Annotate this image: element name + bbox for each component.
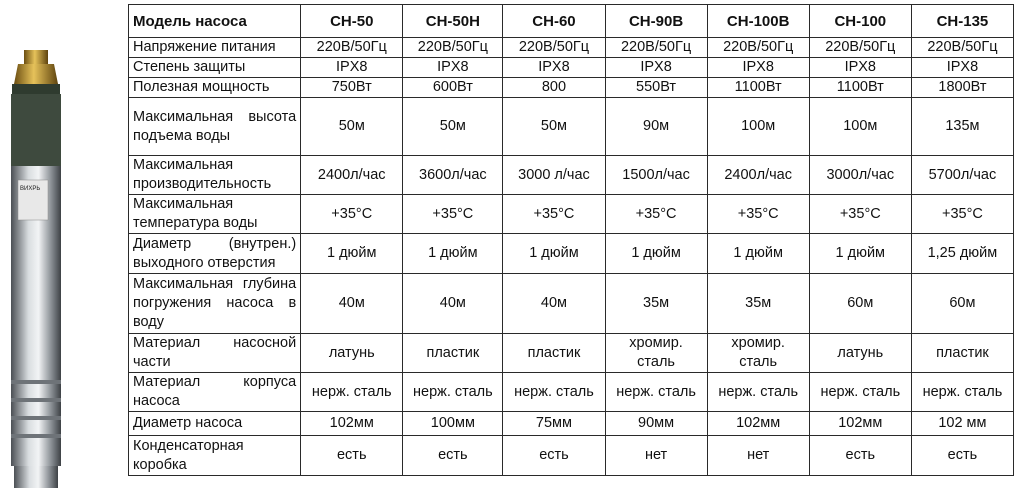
pump-spec-table: [128, 4, 1014, 476]
cell-value: 40м: [301, 274, 403, 334]
cell-value: есть: [809, 436, 911, 476]
cell-value: 40м: [503, 274, 605, 334]
cell-value: +35°С: [403, 195, 503, 234]
cell-value: 102мм: [809, 412, 911, 436]
cell-value: 1 дюйм: [503, 234, 605, 274]
cell-value: 100мм: [403, 412, 503, 436]
cell-value: IPX8: [605, 58, 707, 78]
row-label: Степень защиты: [129, 58, 301, 78]
cell-value: IPX8: [403, 58, 503, 78]
cell-value: 2400л/час: [301, 156, 403, 195]
cell-value: 1800Вт: [911, 78, 1013, 98]
header-model-ch100v: СН-100В: [707, 5, 809, 38]
cell-value: есть: [301, 436, 403, 476]
cell-value: 550Вт: [605, 78, 707, 98]
table-row: [129, 98, 1014, 156]
header-model-ch60: СН-60: [503, 5, 605, 38]
pump-image: [6, 50, 66, 490]
cell-value: 90м: [605, 98, 707, 156]
cell-value: 1 дюйм: [605, 234, 707, 274]
row-label: Максимальная глубина погружения насоса в воду: [129, 274, 301, 334]
cell-value: +35°С: [301, 195, 403, 234]
cell-value: 1 дюйм: [403, 234, 503, 274]
cell-value: хромир. сталь: [707, 334, 809, 373]
cell-value: есть: [403, 436, 503, 476]
cell-value: 100м: [707, 98, 809, 156]
cell-value: 102мм: [301, 412, 403, 436]
cell-value: 220В/50Гц: [809, 38, 911, 58]
cell-value: 3000л/час: [809, 156, 911, 195]
cell-value: 135м: [911, 98, 1013, 156]
cell-value: IPX8: [911, 58, 1013, 78]
cell-value: +35°С: [503, 195, 605, 234]
table-row: [129, 156, 1014, 195]
cell-value: 2400л/час: [707, 156, 809, 195]
cell-value: 60м: [911, 274, 1013, 334]
table-row: [129, 38, 1014, 58]
cell-value: нерж. сталь: [301, 373, 403, 412]
row-label: Максимальная производительность: [129, 156, 301, 195]
cell-value: есть: [911, 436, 1013, 476]
cell-value: хромир. сталь: [605, 334, 707, 373]
cell-value: 102 мм: [911, 412, 1013, 436]
cell-value: +35°С: [707, 195, 809, 234]
cell-value: +35°С: [605, 195, 707, 234]
row-label: Конденсаторная коробка: [129, 436, 301, 476]
cell-value: 220В/50Гц: [503, 38, 605, 58]
cell-value: 35м: [605, 274, 707, 334]
cell-value: 800: [503, 78, 605, 98]
row-label: Максимальная температура воды: [129, 195, 301, 234]
table-row: [129, 58, 1014, 78]
table-row: [129, 436, 1014, 476]
cell-value: 1,25 дюйм: [911, 234, 1013, 274]
cell-value: 750Вт: [301, 78, 403, 98]
cell-value: пластик: [503, 334, 605, 373]
cell-value: 90мм: [605, 412, 707, 436]
cell-value: нет: [707, 436, 809, 476]
table-row: [129, 195, 1014, 234]
cell-value: нет: [605, 436, 707, 476]
row-label: Материал корпуса насоса: [129, 373, 301, 412]
row-label: Материал насосной части: [129, 334, 301, 373]
cell-value: 5700л/час: [911, 156, 1013, 195]
table-row: [129, 274, 1014, 334]
cell-value: +35°С: [809, 195, 911, 234]
cell-value: 1100Вт: [809, 78, 911, 98]
cell-value: 220В/50Гц: [403, 38, 503, 58]
cell-value: IPX8: [707, 58, 809, 78]
cell-value: 220В/50Гц: [301, 38, 403, 58]
cell-value: 1 дюйм: [809, 234, 911, 274]
cell-value: 3600л/час: [403, 156, 503, 195]
cell-value: 50м: [503, 98, 605, 156]
row-label: Диаметр (внутрен.) выходного отверстия: [129, 234, 301, 274]
cell-value: латунь: [301, 334, 403, 373]
row-label: Полезная мощность: [129, 78, 301, 98]
table-header-row: [129, 5, 1014, 38]
row-label: Максимальная высота подъема воды: [129, 98, 301, 156]
cell-value: 220В/50Гц: [605, 38, 707, 58]
table-row: [129, 334, 1014, 373]
cell-value: 220В/50Гц: [707, 38, 809, 58]
cell-value: 1500л/час: [605, 156, 707, 195]
cell-value: нерж. сталь: [911, 373, 1013, 412]
header-model-ch135: СН-135: [911, 5, 1013, 38]
cell-value: есть: [503, 436, 605, 476]
header-model-ch50: СН-50: [301, 5, 403, 38]
cell-value: нерж. сталь: [707, 373, 809, 412]
cell-value: 50м: [403, 98, 503, 156]
cell-value: нерж. сталь: [809, 373, 911, 412]
header-model-ch100: СН-100: [809, 5, 911, 38]
cell-value: 220В/50Гц: [911, 38, 1013, 58]
cell-value: 102мм: [707, 412, 809, 436]
cell-value: 1 дюйм: [301, 234, 403, 274]
cell-value: 3000 л/час: [503, 156, 605, 195]
cell-value: IPX8: [503, 58, 605, 78]
cell-value: нерж. сталь: [403, 373, 503, 412]
cell-value: 1100Вт: [707, 78, 809, 98]
cell-value: 75мм: [503, 412, 605, 436]
header-model-label: Модель насоса: [129, 5, 301, 38]
cell-value: 60м: [809, 274, 911, 334]
cell-value: 1 дюйм: [707, 234, 809, 274]
cell-value: пластик: [403, 334, 503, 373]
cell-value: пластик: [911, 334, 1013, 373]
table-row: [129, 234, 1014, 274]
cell-value: 600Вт: [403, 78, 503, 98]
cell-value: +35°С: [911, 195, 1013, 234]
header-model-ch90v: СН-90В: [605, 5, 707, 38]
table-row: [129, 412, 1014, 436]
cell-value: IPX8: [809, 58, 911, 78]
cell-value: нерж. сталь: [605, 373, 707, 412]
cell-value: нерж. сталь: [503, 373, 605, 412]
row-label: Напряжение питания: [129, 38, 301, 58]
pump-brand-label: ВИХРЬ: [20, 186, 41, 192]
table-row: [129, 78, 1014, 98]
cell-value: IPX8: [301, 58, 403, 78]
cell-value: 100м: [809, 98, 911, 156]
cell-value: 50м: [301, 98, 403, 156]
table-row: [129, 373, 1014, 412]
cell-value: 40м: [403, 274, 503, 334]
cell-value: латунь: [809, 334, 911, 373]
cell-value: 35м: [707, 274, 809, 334]
header-model-ch50n: СН-50Н: [403, 5, 503, 38]
row-label: Диаметр насоса: [129, 412, 301, 436]
